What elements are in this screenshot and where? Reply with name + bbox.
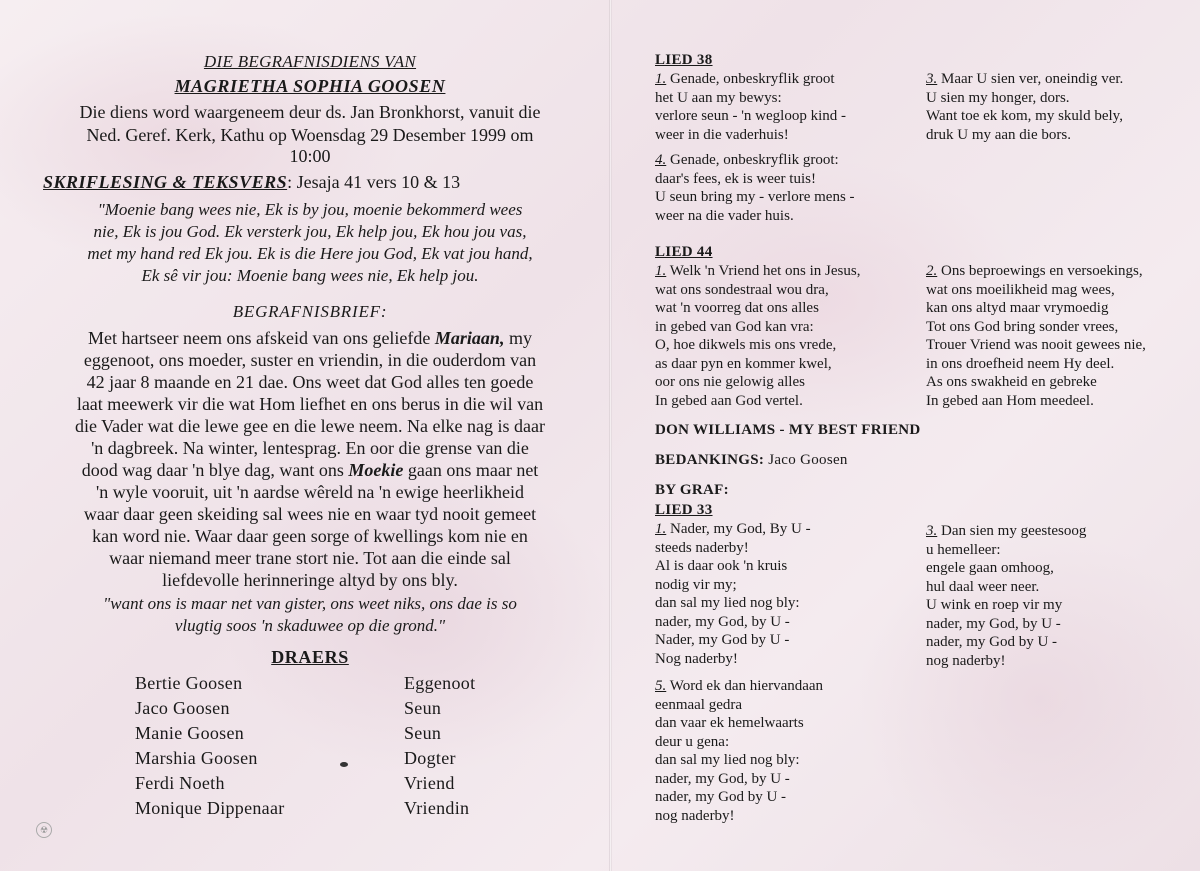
letter-text: Met hartseer neem ons afskeid van ons geliefde: [88, 328, 435, 348]
stanza-line: steeds naderby!: [655, 539, 749, 556]
closing-quote-line: vlugtig soos 'n skaduwee op die grond.": [174, 616, 446, 635]
lied-33-stanza-5: [655, 677, 823, 825]
stanza-line: Maar U sien ver, oneindig ver.: [941, 71, 1124, 87]
letter-line: [20, 460, 600, 481]
watermark-icon: ☢: [36, 822, 52, 838]
stanza-number: 3.: [926, 523, 938, 539]
lied-44-stanza-1: [655, 262, 860, 410]
stanza-line: U sien my honger, dors.: [926, 89, 1070, 106]
stanza-line: in gebed van God kan vra:: [655, 318, 814, 335]
stanza-line: In gebed aan God vertel.: [655, 392, 803, 409]
stanza-number: 1.: [655, 71, 667, 87]
title-line-1: DIE BEGRAFNISDIENS VAN: [203, 52, 417, 71]
thanks-name: Jaco Goosen: [764, 452, 848, 468]
letter-line: kan word nie. Waar daar geen sorge of kwellings kom nie en: [92, 526, 528, 546]
scripture-line: "Moenie bang wees nie, Ek is by jou, moenie bekommerd wees: [97, 200, 523, 219]
intro-line: Die diens word waargeneem deur ds. Jan Bronkhorst, vanuit die: [79, 102, 541, 122]
stanza-line: Tot ons God bring sonder vrees,: [926, 318, 1119, 335]
scripture-line: nie, Ek is jou God. Ek versterk jou, Ek help jou, Ek hou jou vas,: [93, 222, 527, 241]
stanza-line: u hemelleer:: [926, 541, 1001, 558]
stanza-line: As ons swakheid en gebreke: [926, 374, 1097, 390]
grave-label: BY GRAF:: [655, 482, 729, 498]
stanza-line: oor ons nie gelowig alles: [655, 374, 805, 390]
stanza-line: weer na die vader huis.: [655, 207, 794, 224]
stanza-line: Nader, my God by U -: [655, 632, 790, 648]
lied-33-stanza-1: [655, 520, 811, 668]
bearer-name: Ferdi Noeth: [135, 773, 225, 793]
letter-line: 'n dagbreek. Na winter, lentesprag. En oor die grense van die: [91, 438, 529, 458]
stanza-line: nader, my God, by U -: [655, 613, 790, 630]
stanza-line: eenmaal gedra: [655, 696, 743, 713]
stanza-line: wat 'n voorreg dat ons alles: [655, 300, 819, 316]
stanza-line: kan ons altyd maar vrymoedig: [926, 300, 1109, 316]
intro-line: Ned. Geref. Kerk, Kathu op Woensdag 29 Desember 1999 om: [86, 125, 534, 145]
stanza-line: hul daal weer neer.: [926, 578, 1040, 595]
stanza-line: dan sal my lied nog bly:: [655, 752, 800, 768]
lied-33-heading: LIED 33: [655, 502, 713, 518]
lied-44-heading: LIED 44: [655, 244, 713, 260]
stanza-line: wat ons moeilikheid mag wees,: [926, 281, 1115, 298]
letter-text: dood wag daar 'n blye dag, want ons: [81, 460, 349, 480]
bearer-relation: Vriendin: [404, 798, 470, 818]
stanza-line: dan sal my lied nog bly:: [655, 595, 800, 611]
ink-smudge: [340, 762, 348, 767]
stanza-line: nodig vir my;: [655, 576, 737, 593]
bearer-name: Bertie Goosen: [135, 673, 243, 693]
stanza-line: nader, my God by U -: [926, 634, 1058, 650]
bearer-name: Manie Goosen: [135, 723, 245, 743]
closing-quote-line: "want ons is maar net van gister, ons weet niks, ons dae is so: [103, 594, 517, 613]
nickname: Moekie: [348, 460, 404, 480]
stanza-line: weer in die vaderhuis!: [655, 126, 789, 143]
stanza-line: O, hoe dikwels mis ons vrede,: [655, 337, 837, 353]
stanza-number: 1.: [655, 263, 667, 279]
lied-38-stanza-4: [655, 151, 855, 225]
stanza-line: wat ons sondestraal wou dra,: [655, 281, 829, 298]
stanza-line: nader, my God by U -: [655, 789, 787, 805]
stanza-line: Al is daar ook 'n kruis: [655, 558, 788, 574]
stanza-line: nader, my God, by U -: [926, 615, 1061, 632]
bearers-heading: DRAERS: [271, 647, 349, 667]
lied-38-stanza-3: [926, 70, 1123, 144]
stanza-line: deur u gena:: [655, 733, 730, 750]
lied-38-stanza-1: [655, 70, 846, 144]
lied-33-stanza-3: [926, 522, 1086, 670]
scripture-reference: : Jesaja 41 vers 10 & 13: [287, 172, 461, 192]
bearer-name: Monique Dippenaar: [135, 798, 285, 818]
title-line-2: MAGRIETHA SOPHIA GOOSEN: [174, 76, 446, 96]
stanza-line: Nog naderby!: [655, 650, 738, 667]
bearer-relation: Dogter: [404, 748, 456, 768]
stanza-line: nader, my God, by U -: [655, 770, 790, 787]
stanza-line: Want toe ek kom, my skuld bely,: [926, 108, 1123, 124]
stanza-line: Genade, onbeskryflik groot:: [670, 152, 839, 168]
stanza-line: In gebed aan Hom meedeel.: [926, 392, 1094, 409]
stanza-number: 4.: [655, 152, 667, 168]
lied-38-heading: LIED 38: [655, 52, 713, 68]
stanza-line: Genade, onbeskryflik groot: [670, 71, 835, 87]
thanks-line: [655, 452, 848, 469]
scripture-line: met my hand red Ek jou. Ek is die Here jou God, Ek vat jou hand,: [87, 244, 533, 263]
stanza-line: druk U my aan die bors.: [926, 126, 1071, 143]
bearer-relation: Seun: [404, 698, 442, 718]
letter-line: waar daar geen skeiding sal wees nie en waar tyd nooit gemeet: [83, 504, 537, 524]
stanza-number: 5.: [655, 678, 667, 694]
stanza-line: Ons beproewings en versoekings,: [941, 263, 1143, 279]
stanza-line: Trouer Vriend was nooit gewees nie,: [926, 337, 1146, 353]
bearer-name: Jaco Goosen: [135, 698, 230, 718]
letter-line: die Vader wat die lewe gee en die lewe neem. Na elke nag is daar: [75, 416, 545, 436]
stanza-line: Nader, my God, By U -: [670, 521, 811, 537]
stanza-line: Dan sien my geestesoog: [941, 523, 1087, 539]
stanza-number: 3.: [926, 71, 938, 87]
bearer-name: Marshia Goosen: [135, 748, 258, 768]
stanza-number: 1.: [655, 521, 667, 537]
page-fold: [609, 0, 612, 871]
letter-line: laat meewerk vir die wat Hom liefhet en ons berus in die wil van: [76, 394, 544, 414]
stanza-line: verlore seun - 'n wegloop kind -: [655, 108, 846, 124]
letter-text: gaan ons maar net: [403, 460, 539, 480]
letter-line: 42 jaar 8 maande en 21 dae. Ons weet dat God alles ten goede: [86, 372, 534, 392]
letter-line: [20, 328, 600, 349]
stanza-line: nog naderby!: [655, 807, 735, 824]
bearer-relation: Eggenoot: [404, 673, 476, 693]
letter-heading: BEGRAFNISBRIEF:: [232, 302, 388, 321]
stanza-line: dan vaar ek hemelwaarts: [655, 715, 804, 731]
stanza-line: Welk 'n Vriend het ons in Jesus,: [669, 263, 861, 279]
stanza-line: as daar pyn en kommer kwel,: [655, 355, 832, 372]
stanza-line: U seun bring my - verlore mens -: [655, 189, 855, 205]
deceased-name: Mariaan,: [434, 328, 505, 348]
stanza-number: 2.: [926, 263, 938, 279]
scripture-heading: [43, 172, 460, 193]
stanza-line: daar's fees, ek is weer tuis!: [655, 170, 816, 187]
stanza-line: nog naderby!: [926, 652, 1006, 669]
stanza-line: in ons droefheid neem Hy deel.: [926, 355, 1115, 372]
bearer-relation: Seun: [404, 723, 442, 743]
stanza-line: Word ek dan hiervandaan: [669, 678, 824, 694]
letter-line: waar niemand meer trane stort nie. Tot aan die einde sal: [109, 548, 511, 568]
stanza-line: engele gaan omhoog,: [926, 560, 1054, 576]
stanza-line: het U aan my bewys:: [655, 89, 782, 106]
bearer-relation: Vriend: [404, 773, 455, 793]
letter-line: 'n wyle vooruit, uit 'n aardse wêreld na 'n ewige heerlikheid: [95, 482, 525, 502]
letter-line: eggenoot, ons moeder, suster en vriendin, in die ouderdom van: [83, 350, 537, 370]
scripture-line: Ek sê vir jou: Moenie bang wees nie, Ek help jou.: [141, 266, 479, 285]
scripture-label: SKRIFLESING & TEKSVERS: [43, 172, 288, 192]
stanza-line: U wink en roep vir my: [926, 597, 1063, 613]
song-line: DON WILLIAMS - MY BEST FRIEND: [655, 422, 921, 438]
letter-line: liefdevolle herinneringe altyd by ons bly.: [162, 570, 458, 590]
thanks-label: BEDANKINGS:: [655, 452, 765, 468]
intro-line: 10:00: [289, 146, 331, 166]
lied-44-stanza-2: [926, 262, 1146, 410]
letter-text: my: [504, 328, 532, 348]
